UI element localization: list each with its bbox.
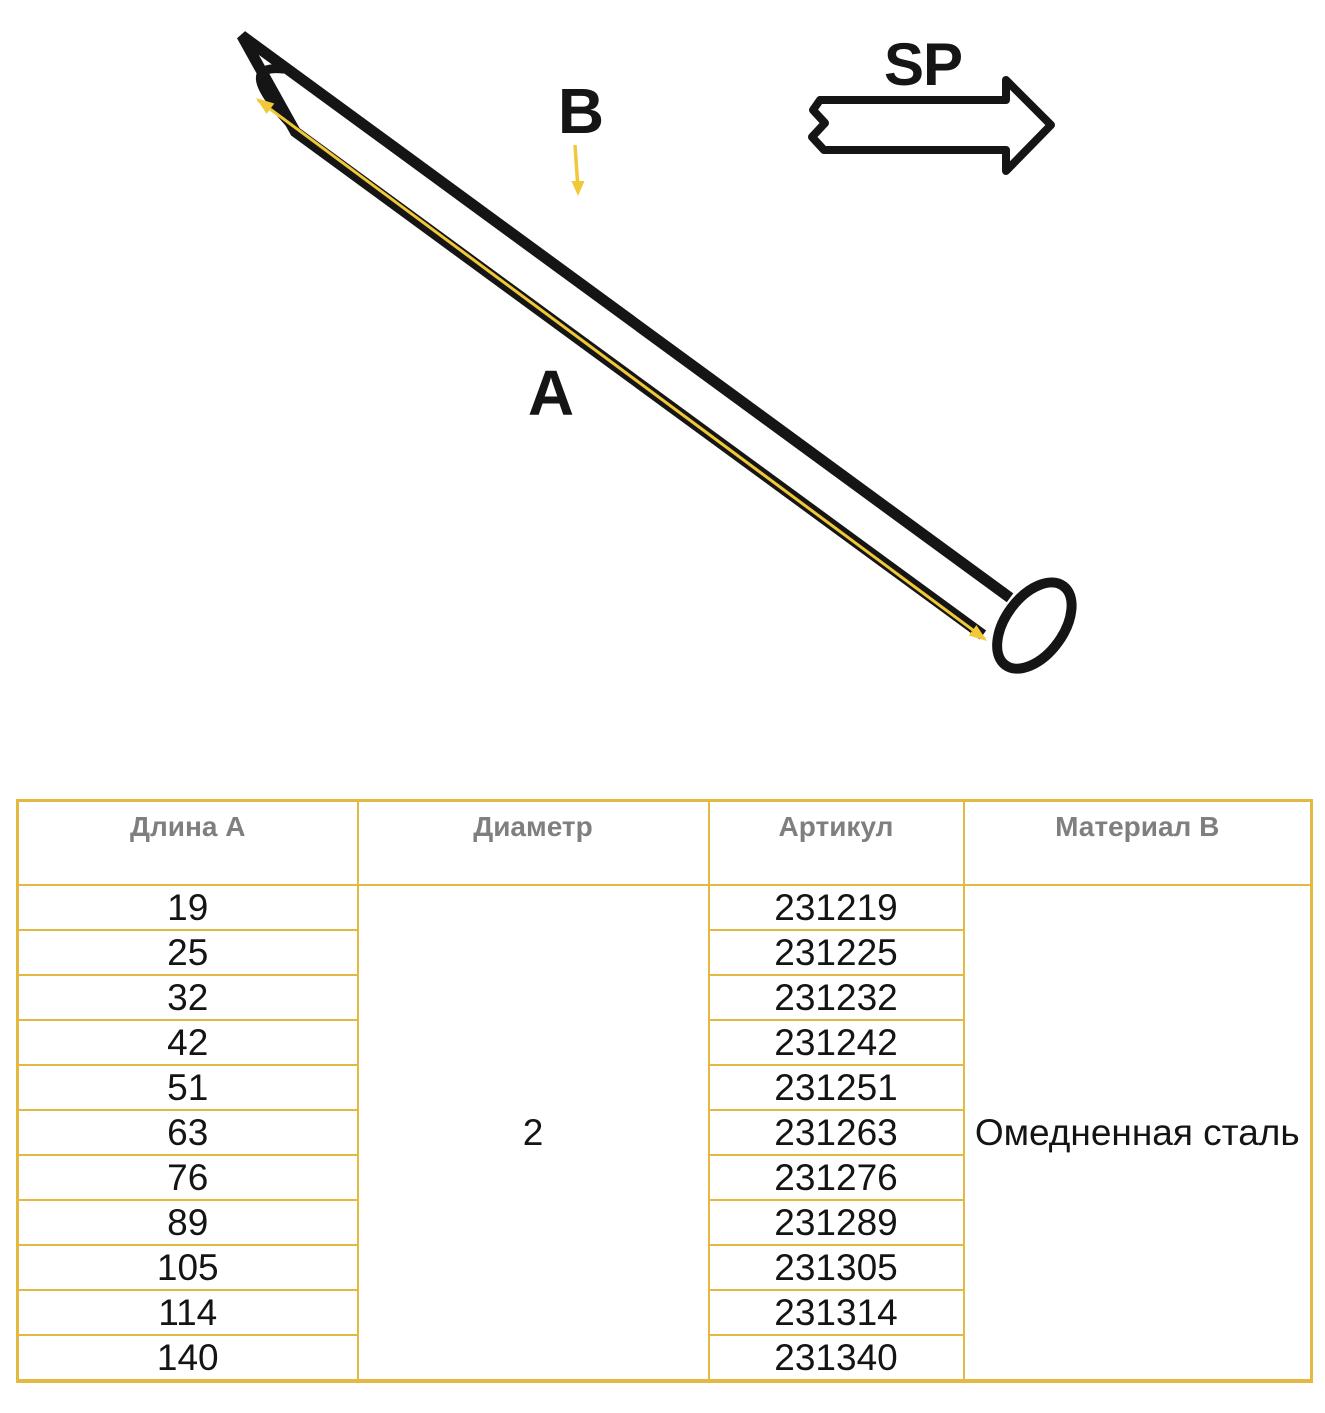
diameter-cell: 2 xyxy=(358,885,709,1381)
dimension-line xyxy=(258,100,985,639)
article-cell: 231232 xyxy=(709,975,964,1020)
length-cell: 42 xyxy=(18,1020,358,1065)
header-material: Материал B xyxy=(964,801,1312,886)
label-sp: SP xyxy=(883,31,963,98)
header-row xyxy=(18,801,1312,886)
article-cell: 231340 xyxy=(709,1335,964,1381)
length-cell: 51 xyxy=(18,1065,358,1110)
pointer-arrow-b xyxy=(572,145,585,196)
length-cell: 105 xyxy=(18,1245,358,1290)
article-cell: 231289 xyxy=(709,1200,964,1245)
length-cell: 63 xyxy=(18,1110,358,1155)
length-cell: 76 xyxy=(18,1155,358,1200)
article-cell: 231305 xyxy=(709,1245,964,1290)
table-row xyxy=(18,885,1312,930)
header-length: Длина A xyxy=(18,801,358,886)
length-cell: 89 xyxy=(18,1200,358,1245)
article-cell: 231251 xyxy=(709,1065,964,1110)
material-cell: Омедненная сталь xyxy=(964,885,1312,1381)
header-article: Артикул xyxy=(709,801,964,886)
dimension-arrow-a xyxy=(256,98,987,641)
article-cell: 231242 xyxy=(709,1020,964,1065)
label-b: B xyxy=(557,75,605,147)
spec-table xyxy=(16,799,1313,1383)
length-cell: 114 xyxy=(18,1290,358,1335)
article-cell: 231263 xyxy=(709,1110,964,1155)
article-cell: 231219 xyxy=(709,885,964,930)
length-cell: 19 xyxy=(18,885,358,930)
article-cell: 231225 xyxy=(709,930,964,975)
sp-symbol xyxy=(812,31,1051,171)
length-cell: 140 xyxy=(18,1335,358,1381)
article-cell: 231314 xyxy=(709,1290,964,1335)
length-cell: 25 xyxy=(18,930,358,975)
article-cell: 231276 xyxy=(709,1155,964,1200)
length-cell: 32 xyxy=(18,975,358,1020)
header-diameter: Диаметр xyxy=(358,801,709,886)
pointer-arrowhead-b xyxy=(572,181,585,196)
label-a: A xyxy=(527,357,575,429)
pointer-line-b xyxy=(575,145,578,183)
